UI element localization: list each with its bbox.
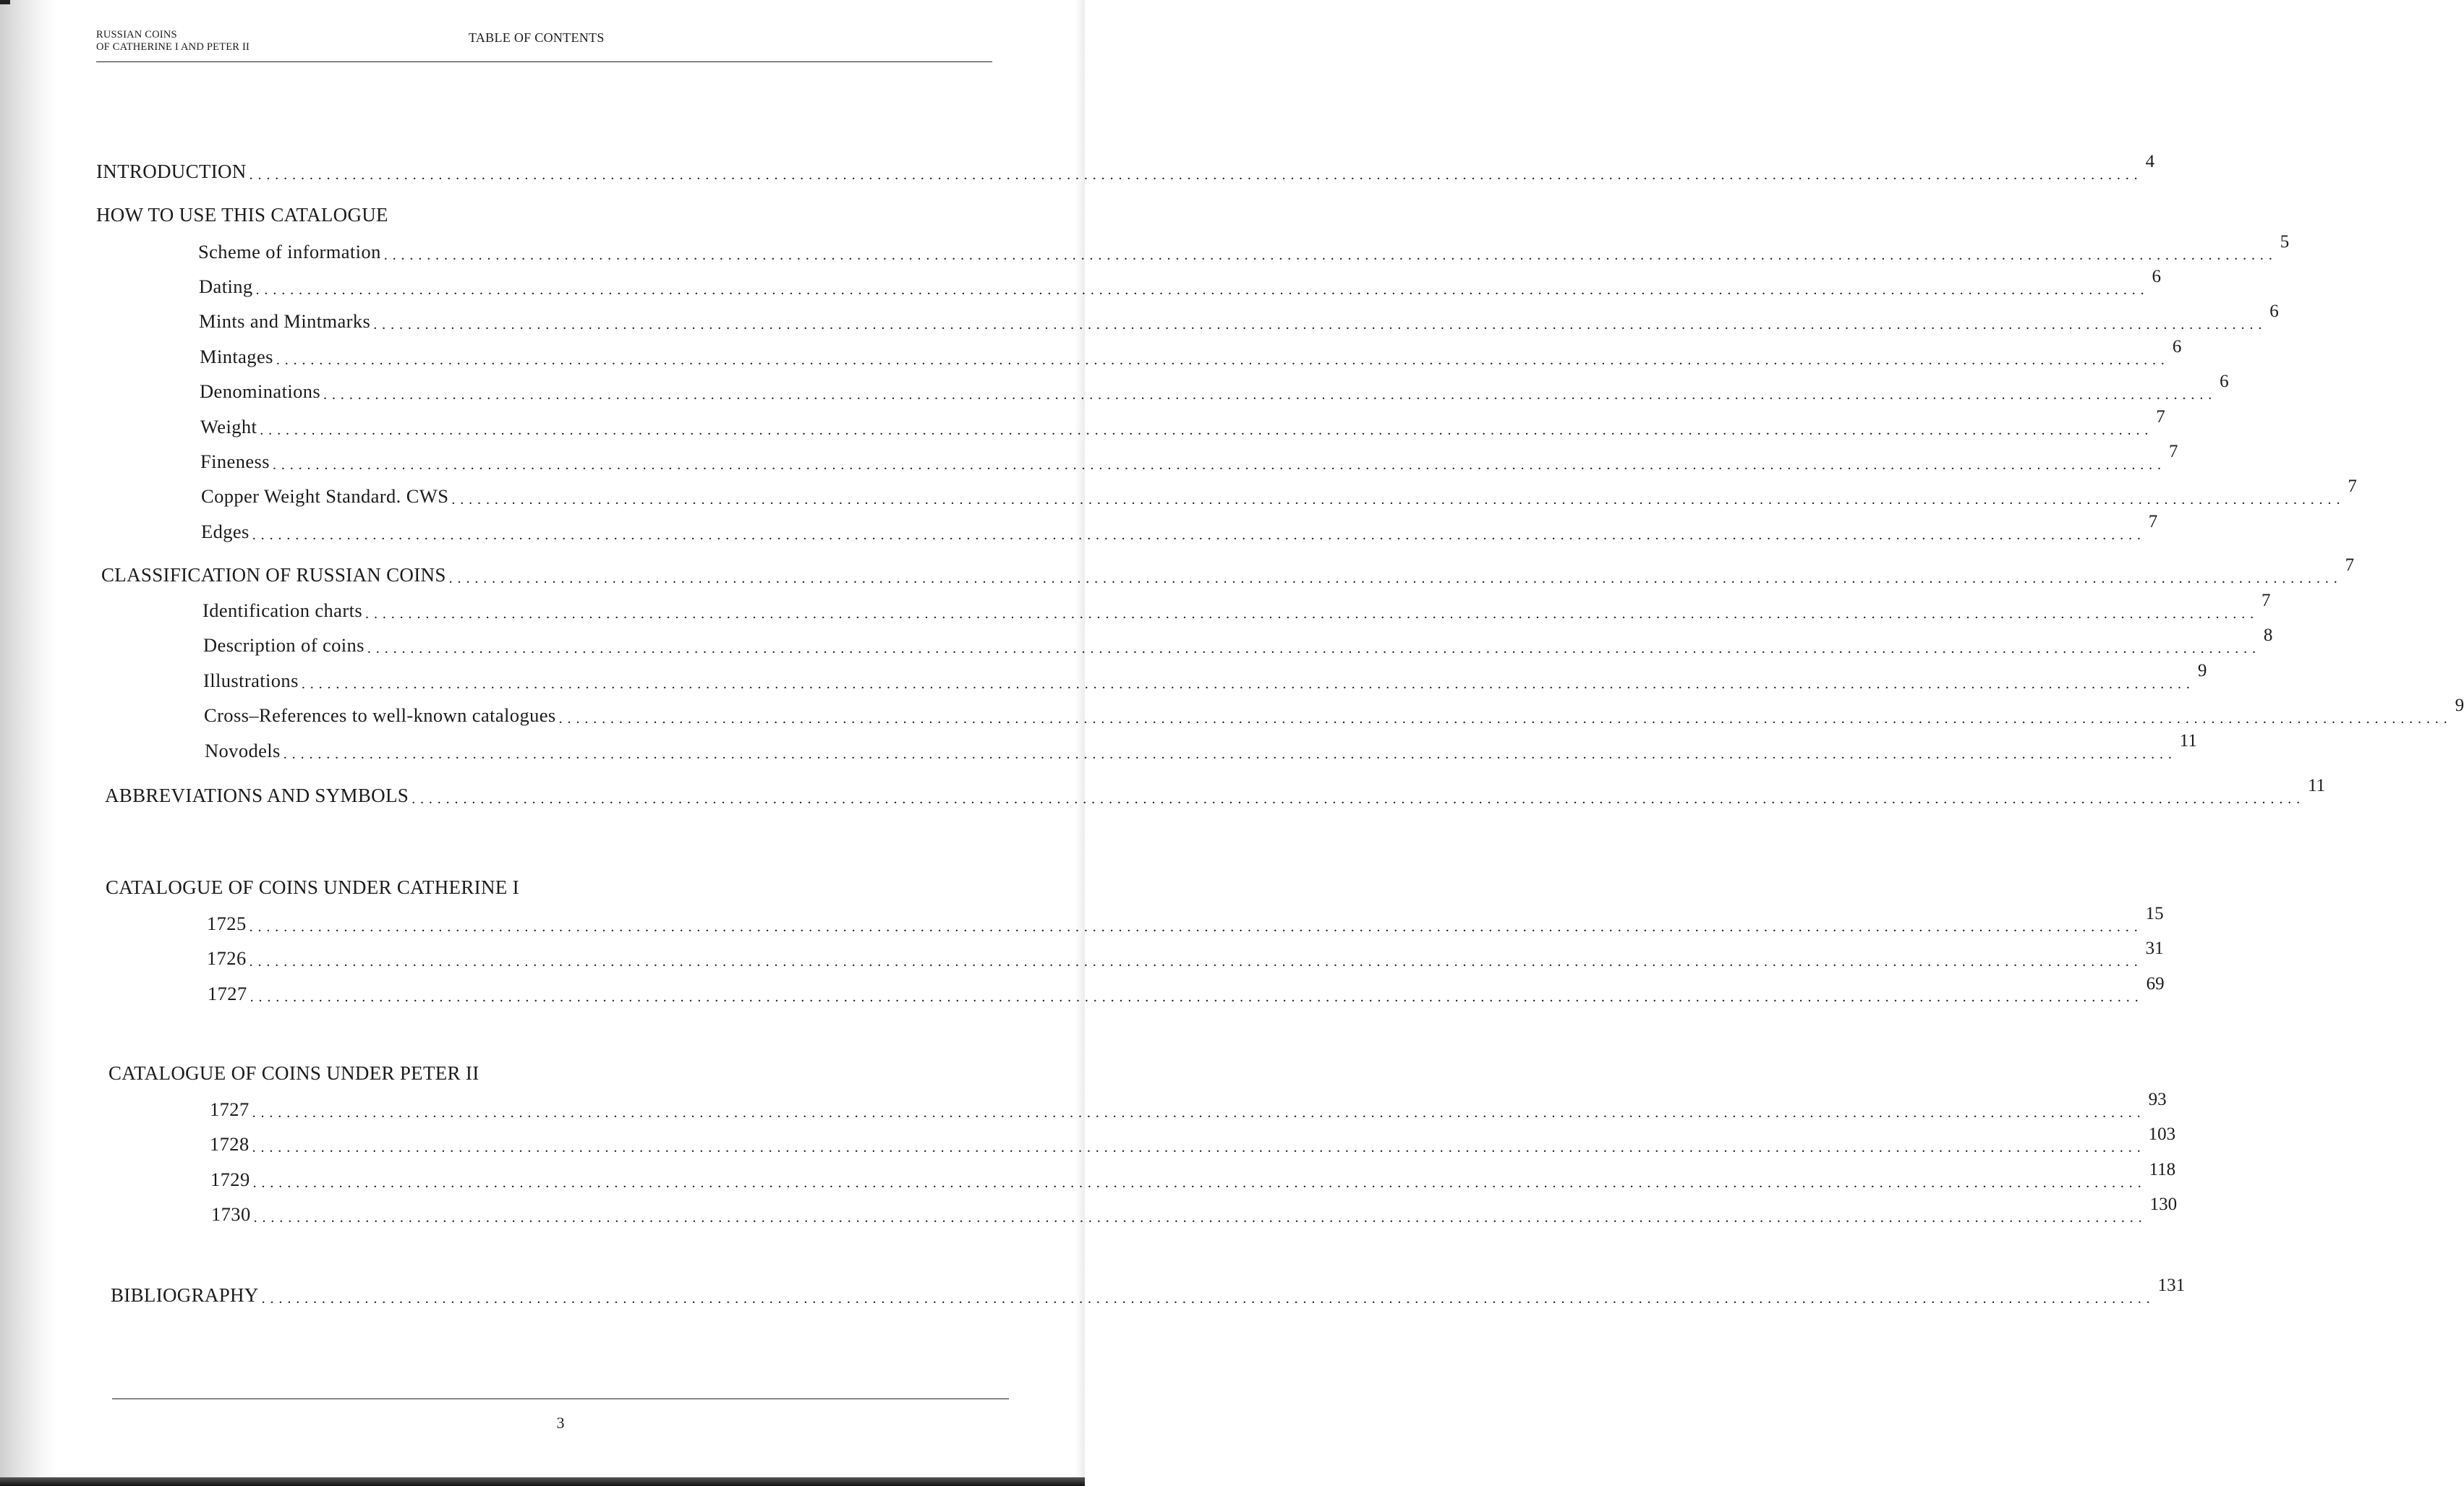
toc-label: Weight [200, 416, 257, 437]
toc-entry-classification[interactable] [101, 555, 2355, 593]
toc-label: BIBLIOGRAPHY [111, 1284, 259, 1306]
dot-leader: ............................................................................................................................................................................................................................ [301, 676, 2195, 692]
toc-label: Fineness [200, 451, 270, 472]
dot-leader: ............................................................................................................................................................................................................................ [283, 746, 2177, 762]
toc-entry-catherine-1725[interactable] [207, 904, 2164, 941]
dot-leader: ............................................................................................................................................................................................................................ [261, 1291, 2155, 1307]
toc-page-number: 7 [2148, 512, 2158, 531]
toc-entry-scheme-of-information[interactable] [198, 232, 2290, 270]
toc-page-number: 9 [2197, 661, 2207, 680]
toc-page-number: 118 [2149, 1160, 2176, 1179]
toc-label: Dating [199, 276, 253, 297]
toc-label: 1726 [207, 947, 247, 969]
toc-page-number: 7 [2168, 442, 2178, 461]
toc-label: Mints and Mintmarks [199, 310, 371, 332]
toc-entry-peter-1729[interactable] [210, 1160, 2176, 1197]
dot-leader: ............................................................................................................................................................................................................................ [365, 606, 2259, 622]
toc-entry-cross-references[interactable] [204, 696, 2464, 733]
toc-page-number: 11 [2179, 731, 2197, 751]
toc-entry-introduction[interactable] [96, 152, 2155, 189]
dot-leader: ............................................................................................................................................................................................................................ [252, 527, 2146, 543]
scan-left-shadow [0, 0, 56, 1486]
book-title-line-2: OF CATHERINE I AND PETER II [96, 41, 250, 53]
dot-leader: ............................................................................................................................................................................................................................ [249, 167, 2143, 183]
toc-label: Description of coins [203, 634, 365, 656]
toc-page-number: 131 [2157, 1276, 2186, 1295]
toc-page-number: 93 [2148, 1090, 2167, 1109]
toc-entry-peter-1728[interactable] [210, 1124, 2176, 1162]
toc-label: Illustrations [203, 670, 299, 691]
toc-entry-mintages[interactable] [200, 337, 2182, 375]
running-header-book-title [96, 29, 250, 54]
scan-corner-mark [0, 0, 10, 4]
toc-label: 1729 [210, 1169, 250, 1190]
toc-label: Mintages [200, 346, 273, 367]
toc-page-number: 5 [2280, 232, 2290, 252]
toc-label: Denominations [200, 380, 321, 402]
toc-page-number: 69 [2146, 974, 2165, 994]
toc-page-number: 8 [2263, 625, 2273, 645]
dot-leader: ............................................................................................................................................................................................................................ [249, 954, 2143, 970]
toc-page-number: 6 [2220, 372, 2229, 391]
toc-entry-denominations[interactable] [200, 372, 2229, 409]
dot-leader: ............................................................................................................................................................................................................................ [255, 282, 2149, 298]
toc-entry-fineness[interactable] [200, 442, 2178, 479]
toc-label: Identification charts [203, 599, 363, 621]
scan-bottom-edge [0, 1477, 1085, 1486]
toc-entry-peter-1730[interactable] [211, 1195, 2178, 1232]
toc-label: ABBREVIATIONS AND SYMBOLS [105, 785, 409, 806]
toc-entry-novodels[interactable] [205, 731, 2197, 769]
toc-heading-how-to-use: HOW TO USE THIS CATALOGUE [96, 204, 388, 226]
dot-leader: ............................................................................................................................................................................................................................ [412, 791, 2306, 807]
toc-label: Edges [201, 521, 250, 542]
dot-leader: ............................................................................................................................................................................................................................ [250, 989, 2144, 1005]
toc-entry-catherine-1727[interactable] [208, 974, 2165, 1012]
toc-page-number: 6 [2152, 267, 2162, 286]
toc-entry-abbreviations[interactable] [105, 776, 2326, 814]
dot-leader: ............................................................................................................................................................................................................................ [249, 919, 2143, 935]
toc-label: 1728 [210, 1133, 250, 1155]
dot-leader: ............................................................................................................................................................................................................................ [323, 387, 2217, 403]
toc-page-number: 9 [2455, 696, 2464, 715]
toc-page-number: 4 [2145, 152, 2155, 171]
toc-page-number: 15 [2145, 904, 2164, 923]
toc-label: 1727 [210, 1098, 250, 1120]
toc-heading-peter-ii: CATALOGUE OF COINS UNDER PETER II [108, 1062, 479, 1084]
page-number: 3 [556, 1414, 565, 1432]
toc-page-number: 6 [2269, 302, 2279, 321]
toc-entry-bibliography[interactable] [111, 1276, 2186, 1313]
toc-entry-catherine-1726[interactable] [207, 939, 2164, 976]
dot-leader: ............................................................................................................................................................................................................................ [373, 317, 2267, 333]
toc-page-number: 7 [2261, 591, 2271, 610]
toc-entry-peter-1727[interactable] [210, 1090, 2167, 1127]
toc-label: Cross–References to well-known catalogues [204, 704, 556, 726]
dot-leader: ............................................................................................................................................................................................................................ [252, 1140, 2146, 1156]
toc-entry-mints-and-mintmarks[interactable] [199, 302, 2279, 339]
dot-leader: ............................................................................................................................................................................................................................ [367, 641, 2261, 657]
toc-entry-weight[interactable] [200, 407, 2165, 445]
toc-label: Novodels [205, 740, 281, 761]
dot-leader: ............................................................................................................................................................................................................................ [253, 1210, 2147, 1226]
toc-page-number: 103 [2148, 1124, 2176, 1144]
running-header-section-title: TABLE OF CONTENTS [469, 30, 605, 45]
toc-entry-dating[interactable] [199, 267, 2162, 304]
book-title-line-1: RUSSIAN COINS [96, 29, 177, 40]
toc-page-number: 130 [2149, 1195, 2178, 1214]
dot-leader: ............................................................................................................................................................................................................................ [260, 422, 2154, 438]
toc-page-number: 7 [2348, 477, 2357, 496]
toc-label: Copper Weight Standard. CWS [201, 485, 449, 507]
dot-leader: ............................................................................................................................................................................................................................ [272, 457, 2166, 473]
toc-label: 1725 [207, 913, 247, 934]
toc-label: INTRODUCTION [96, 161, 247, 182]
toc-heading-catherine-i: CATALOGUE OF COINS UNDER CATHERINE I [106, 876, 519, 898]
dot-leader: ............................................................................................................................................................................................................................ [252, 1175, 2147, 1191]
toc-label: Scheme of information [198, 241, 381, 262]
toc-entry-illustrations[interactable] [203, 661, 2207, 699]
toc-page-number: 7 [2345, 555, 2355, 575]
toc-entry-description-of-coins[interactable] [203, 625, 2273, 663]
toc-label: CLASSIFICATION OF RUSSIAN COINS [101, 564, 446, 586]
toc-page-number: 7 [2156, 407, 2165, 427]
toc-entry-identification-charts[interactable] [203, 591, 2271, 628]
toc-page-number: 11 [2308, 776, 2326, 795]
dot-leader: ............................................................................................................................................................................................................................ [383, 247, 2277, 263]
toc-label: 1727 [208, 983, 247, 1004]
dot-leader: ............................................................................................................................................................................................................................ [558, 711, 2452, 727]
toc-entry-edges[interactable] [201, 512, 2158, 550]
toc-label: 1730 [211, 1203, 251, 1225]
toc-page-number: 31 [2145, 939, 2164, 958]
toc-entry-copper-weight-standard[interactable] [201, 477, 2357, 514]
toc-page-number: 6 [2172, 337, 2182, 356]
dot-leader: ............................................................................................................................................................................................................................ [451, 492, 2345, 508]
dot-leader: ............................................................................................................................................................................................................................ [276, 352, 2170, 368]
header-rule [96, 61, 992, 62]
dot-leader: ............................................................................................................................................................................................................................ [252, 1105, 2146, 1121]
dot-leader: ............................................................................................................................................................................................................................ [448, 571, 2342, 586]
